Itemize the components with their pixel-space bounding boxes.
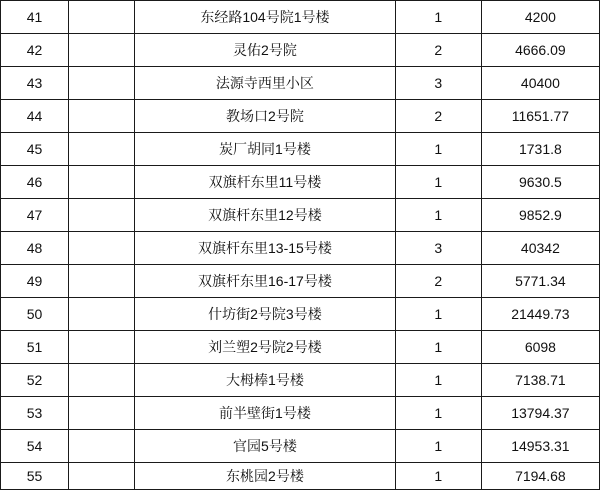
cell-name[interactable]: 官园5号楼 <box>135 430 395 463</box>
cell-count[interactable]: 1 <box>395 331 481 364</box>
table-row[interactable] <box>1 364 600 397</box>
cell-blank[interactable] <box>69 199 135 232</box>
table-row[interactable] <box>1 265 600 298</box>
cell-index[interactable]: 50 <box>1 298 69 331</box>
cell-count[interactable]: 1 <box>395 199 481 232</box>
table-row[interactable] <box>1 298 600 331</box>
cell-name[interactable]: 东桃园2号楼 <box>135 463 395 490</box>
cell-count[interactable]: 3 <box>395 67 481 100</box>
cell-count[interactable]: 1 <box>395 133 481 166</box>
cell-amount[interactable]: 21449.73 <box>481 298 599 331</box>
cell-amount[interactable]: 7194.68 <box>481 463 599 490</box>
cell-count[interactable]: 1 <box>395 166 481 199</box>
cell-index[interactable]: 46 <box>1 166 69 199</box>
cell-blank[interactable] <box>69 298 135 331</box>
cell-amount[interactable]: 4666.09 <box>481 34 599 67</box>
cell-blank[interactable] <box>69 67 135 100</box>
cell-name[interactable]: 大栂棒1号楼 <box>135 364 395 397</box>
cell-name[interactable]: 法源寺西里小区 <box>135 67 395 100</box>
cell-index[interactable]: 47 <box>1 199 69 232</box>
cell-blank[interactable] <box>69 463 135 490</box>
cell-index[interactable]: 43 <box>1 67 69 100</box>
cell-name[interactable]: 刘兰塑2号院2号楼 <box>135 331 395 364</box>
cell-count[interactable]: 1 <box>395 364 481 397</box>
cell-index[interactable]: 54 <box>1 430 69 463</box>
cell-name[interactable]: 双旗杆东里12号楼 <box>135 199 395 232</box>
cell-blank[interactable] <box>69 100 135 133</box>
cell-count[interactable]: 1 <box>395 463 481 490</box>
cell-name[interactable]: 什坊街2号院3号楼 <box>135 298 395 331</box>
cell-blank[interactable] <box>69 397 135 430</box>
cell-index[interactable]: 51 <box>1 331 69 364</box>
cell-count[interactable]: 1 <box>395 397 481 430</box>
table-row[interactable] <box>1 199 600 232</box>
cell-blank[interactable] <box>69 265 135 298</box>
cell-amount[interactable]: 9630.5 <box>481 166 599 199</box>
table-row[interactable] <box>1 133 600 166</box>
cell-count[interactable]: 1 <box>395 1 481 34</box>
table-row[interactable] <box>1 100 600 133</box>
cell-index[interactable]: 52 <box>1 364 69 397</box>
table-row[interactable] <box>1 430 600 463</box>
cell-count[interactable]: 1 <box>395 430 481 463</box>
table-row[interactable] <box>1 166 600 199</box>
cell-name[interactable]: 灵佑2号院 <box>135 34 395 67</box>
cell-blank[interactable] <box>69 430 135 463</box>
cell-blank[interactable] <box>69 133 135 166</box>
cell-blank[interactable] <box>69 34 135 67</box>
cell-index[interactable]: 42 <box>1 34 69 67</box>
cell-amount[interactable]: 4200 <box>481 1 599 34</box>
table-row[interactable] <box>1 397 600 430</box>
cell-index[interactable]: 49 <box>1 265 69 298</box>
table-row[interactable] <box>1 34 600 67</box>
cell-index[interactable]: 53 <box>1 397 69 430</box>
table-body <box>1 1 600 490</box>
cell-name[interactable]: 炭厂胡同1号楼 <box>135 133 395 166</box>
cell-index[interactable]: 48 <box>1 232 69 265</box>
cell-amount[interactable]: 11651.77 <box>481 100 599 133</box>
cell-blank[interactable] <box>69 166 135 199</box>
cell-amount[interactable]: 5771.34 <box>481 265 599 298</box>
cell-amount[interactable]: 40400 <box>481 67 599 100</box>
cell-name[interactable]: 前半壁街1号楼 <box>135 397 395 430</box>
cell-blank[interactable] <box>69 1 135 34</box>
table-row[interactable] <box>1 232 600 265</box>
cell-index[interactable]: 55 <box>1 463 69 490</box>
table-row[interactable] <box>1 463 600 490</box>
table-row[interactable] <box>1 1 600 34</box>
cell-blank[interactable] <box>69 331 135 364</box>
cell-amount[interactable]: 7138.71 <box>481 364 599 397</box>
cell-name[interactable]: 双旗杆东里16-17号楼 <box>135 265 395 298</box>
cell-name[interactable]: 双旗杆东里13-15号楼 <box>135 232 395 265</box>
cell-count[interactable]: 3 <box>395 232 481 265</box>
table-row[interactable] <box>1 67 600 100</box>
cell-index[interactable]: 41 <box>1 1 69 34</box>
cell-amount[interactable]: 1731.8 <box>481 133 599 166</box>
cell-blank[interactable] <box>69 364 135 397</box>
cell-blank[interactable] <box>69 232 135 265</box>
cell-amount[interactable]: 14953.31 <box>481 430 599 463</box>
cell-index[interactable]: 44 <box>1 100 69 133</box>
cell-count[interactable]: 1 <box>395 298 481 331</box>
cell-name[interactable]: 东经路104号院1号楼 <box>135 1 395 34</box>
cell-count[interactable]: 2 <box>395 100 481 133</box>
cell-count[interactable]: 2 <box>395 265 481 298</box>
table-row[interactable] <box>1 331 600 364</box>
cell-index[interactable]: 45 <box>1 133 69 166</box>
cell-amount[interactable]: 6098 <box>481 331 599 364</box>
cell-amount[interactable]: 9852.9 <box>481 199 599 232</box>
cell-name[interactable]: 双旗杆东里11号楼 <box>135 166 395 199</box>
cell-name[interactable]: 教场口2号院 <box>135 100 395 133</box>
cell-count[interactable]: 2 <box>395 34 481 67</box>
cell-amount[interactable]: 13794.37 <box>481 397 599 430</box>
cell-amount[interactable]: 40342 <box>481 232 599 265</box>
